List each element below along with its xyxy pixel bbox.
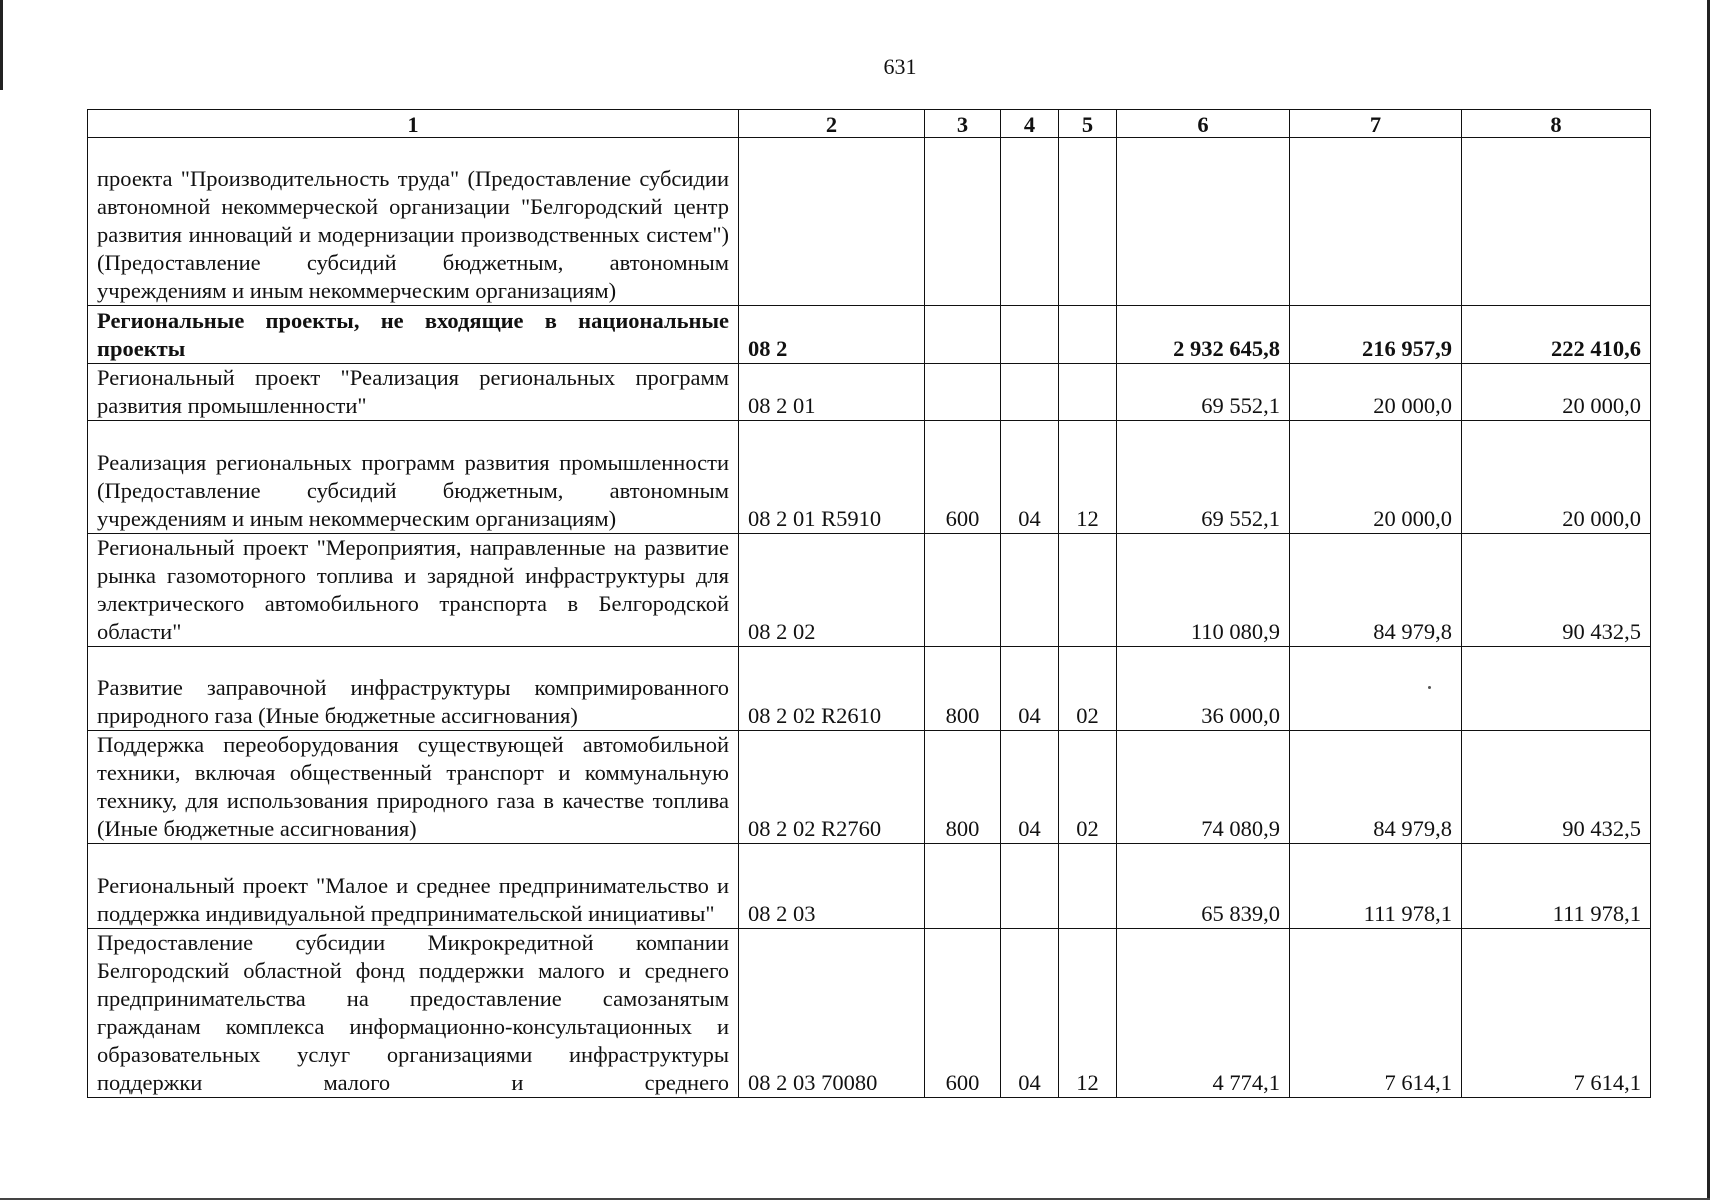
page-number: 631 (883, 54, 917, 79)
header-col-4: 4 (1001, 110, 1059, 138)
row-rz: 04 (1001, 647, 1059, 731)
row-year1: 65 839,0 (1117, 844, 1290, 929)
row-year2: 20 000,0 (1290, 421, 1462, 534)
row-name: Региональные проекты, не входящие в национальные проекты (88, 306, 739, 364)
row-pr: 02 (1059, 647, 1117, 731)
table-row (88, 534, 1651, 647)
row-pr: 12 (1059, 421, 1117, 534)
row-pr (1059, 364, 1117, 421)
row-vr: 800 (925, 647, 1001, 731)
row-year3: 20 000,0 (1462, 421, 1651, 534)
row-code (739, 138, 925, 306)
row-year1: 69 552,1 (1117, 421, 1290, 534)
row-year3: 90 432,5 (1462, 731, 1651, 844)
table-row (88, 364, 1651, 421)
row-year1: 110 080,9 (1117, 534, 1290, 647)
row-vr: 600 (925, 421, 1001, 534)
row-name: Предоставление субсидии Микрокредитной компании Белгородский областной фонд поддержки малого и среднего предпринимательства на предоставление самозанятым гражданам комплекса информационно-консультационных и образовательных услуг организациями инфраструктуры поддержки малого и среднего (88, 929, 739, 1098)
row-name: Поддержка переоборудования существующей автомобильной техники, включая общественный транспорт и коммунальную технику, для использования природного газа в качестве топлива (Иные бюджетные ассигнования) (88, 731, 739, 844)
row-year2 (1290, 138, 1462, 306)
scan-speck (1428, 686, 1431, 689)
row-year1: 74 080,9 (1117, 731, 1290, 844)
table-row (88, 421, 1651, 534)
row-vr (925, 844, 1001, 929)
row-code: 08 2 01 R5910 (739, 421, 925, 534)
row-year3: 222 410,6 (1462, 306, 1651, 364)
table-row (88, 647, 1651, 731)
row-year2: 84 979,8 (1290, 534, 1462, 647)
table-row (88, 138, 1651, 306)
header-col-5: 5 (1059, 110, 1117, 138)
row-rz (1001, 138, 1059, 306)
row-pr: 12 (1059, 929, 1117, 1098)
header-row (88, 110, 1651, 138)
row-vr: 800 (925, 731, 1001, 844)
row-year1: 2 932 645,8 (1117, 306, 1290, 364)
header-col-3: 3 (925, 110, 1001, 138)
row-vr (925, 364, 1001, 421)
header-col-2: 2 (739, 110, 925, 138)
row-year3: 20 000,0 (1462, 364, 1651, 421)
row-year1: 4 774,1 (1117, 929, 1290, 1098)
row-year1: 69 552,1 (1117, 364, 1290, 421)
row-rz (1001, 306, 1059, 364)
row-code: 08 2 02 (739, 534, 925, 647)
row-year3 (1462, 138, 1651, 306)
row-pr (1059, 306, 1117, 364)
row-year1 (1117, 138, 1290, 306)
row-year2: 7 614,1 (1290, 929, 1462, 1098)
row-pr: 02 (1059, 731, 1117, 844)
row-year3 (1462, 647, 1651, 731)
table-row (88, 929, 1651, 1098)
row-name: Реализация региональных программ развития промышленности (Предоставление субсидий бюджетным, автономным учреждениям и иным некоммерческим организациям) (88, 421, 739, 534)
header-col-8: 8 (1462, 110, 1651, 138)
row-year1: 36 000,0 (1117, 647, 1290, 731)
row-year2 (1290, 647, 1462, 731)
row-name: Региональный проект "Реализация региональных программ развития промышленности" (88, 364, 739, 421)
row-year2: 216 957,9 (1290, 306, 1462, 364)
row-year2: 84 979,8 (1290, 731, 1462, 844)
row-code: 08 2 02 R2760 (739, 731, 925, 844)
row-vr (925, 534, 1001, 647)
row-rz (1001, 844, 1059, 929)
row-pr (1059, 138, 1117, 306)
row-vr (925, 306, 1001, 364)
row-code: 08 2 (739, 306, 925, 364)
row-year3: 90 432,5 (1462, 534, 1651, 647)
row-name: Развитие заправочной инфраструктуры компримированного природного газа (Иные бюджетные ассигнования) (88, 647, 739, 731)
row-name: проекта "Производительность труда" (Предоставление субсидии автономной некоммерческой организации "Белгородский центр развития инноваций и модернизации производственных систем") (Предоставление субсидий бюджетным, автономным учреждениям и иным некоммерческим организациям) (88, 138, 739, 306)
table-row (88, 731, 1651, 844)
header-col-7: 7 (1290, 110, 1462, 138)
row-year2: 20 000,0 (1290, 364, 1462, 421)
row-rz (1001, 534, 1059, 647)
row-name: Региональный проект "Малое и среднее предпринимательство и поддержка индивидуальной предпринимательской инициативы" (88, 844, 739, 929)
row-year2: 111 978,1 (1290, 844, 1462, 929)
row-pr (1059, 844, 1117, 929)
row-name: Региональный проект "Мероприятия, направленные на развитие рынка газомоторного топлива и зарядной инфраструктуры для электрического автомобильного транспорта в Белгородской области" (88, 534, 739, 647)
table-row (88, 844, 1651, 929)
budget-table (87, 109, 1651, 1098)
row-vr: 600 (925, 929, 1001, 1098)
row-rz: 04 (1001, 421, 1059, 534)
row-year3: 111 978,1 (1462, 844, 1651, 929)
row-pr (1059, 534, 1117, 647)
table-row (88, 306, 1651, 364)
row-code: 08 2 02 R2610 (739, 647, 925, 731)
row-rz (1001, 364, 1059, 421)
row-year3: 7 614,1 (1462, 929, 1651, 1098)
row-vr (925, 138, 1001, 306)
row-rz: 04 (1001, 731, 1059, 844)
row-code: 08 2 03 (739, 844, 925, 929)
row-code: 08 2 03 70080 (739, 929, 925, 1098)
row-code: 08 2 01 (739, 364, 925, 421)
header-col-1: 1 (88, 110, 739, 138)
row-rz: 04 (1001, 929, 1059, 1098)
header-col-6: 6 (1117, 110, 1290, 138)
